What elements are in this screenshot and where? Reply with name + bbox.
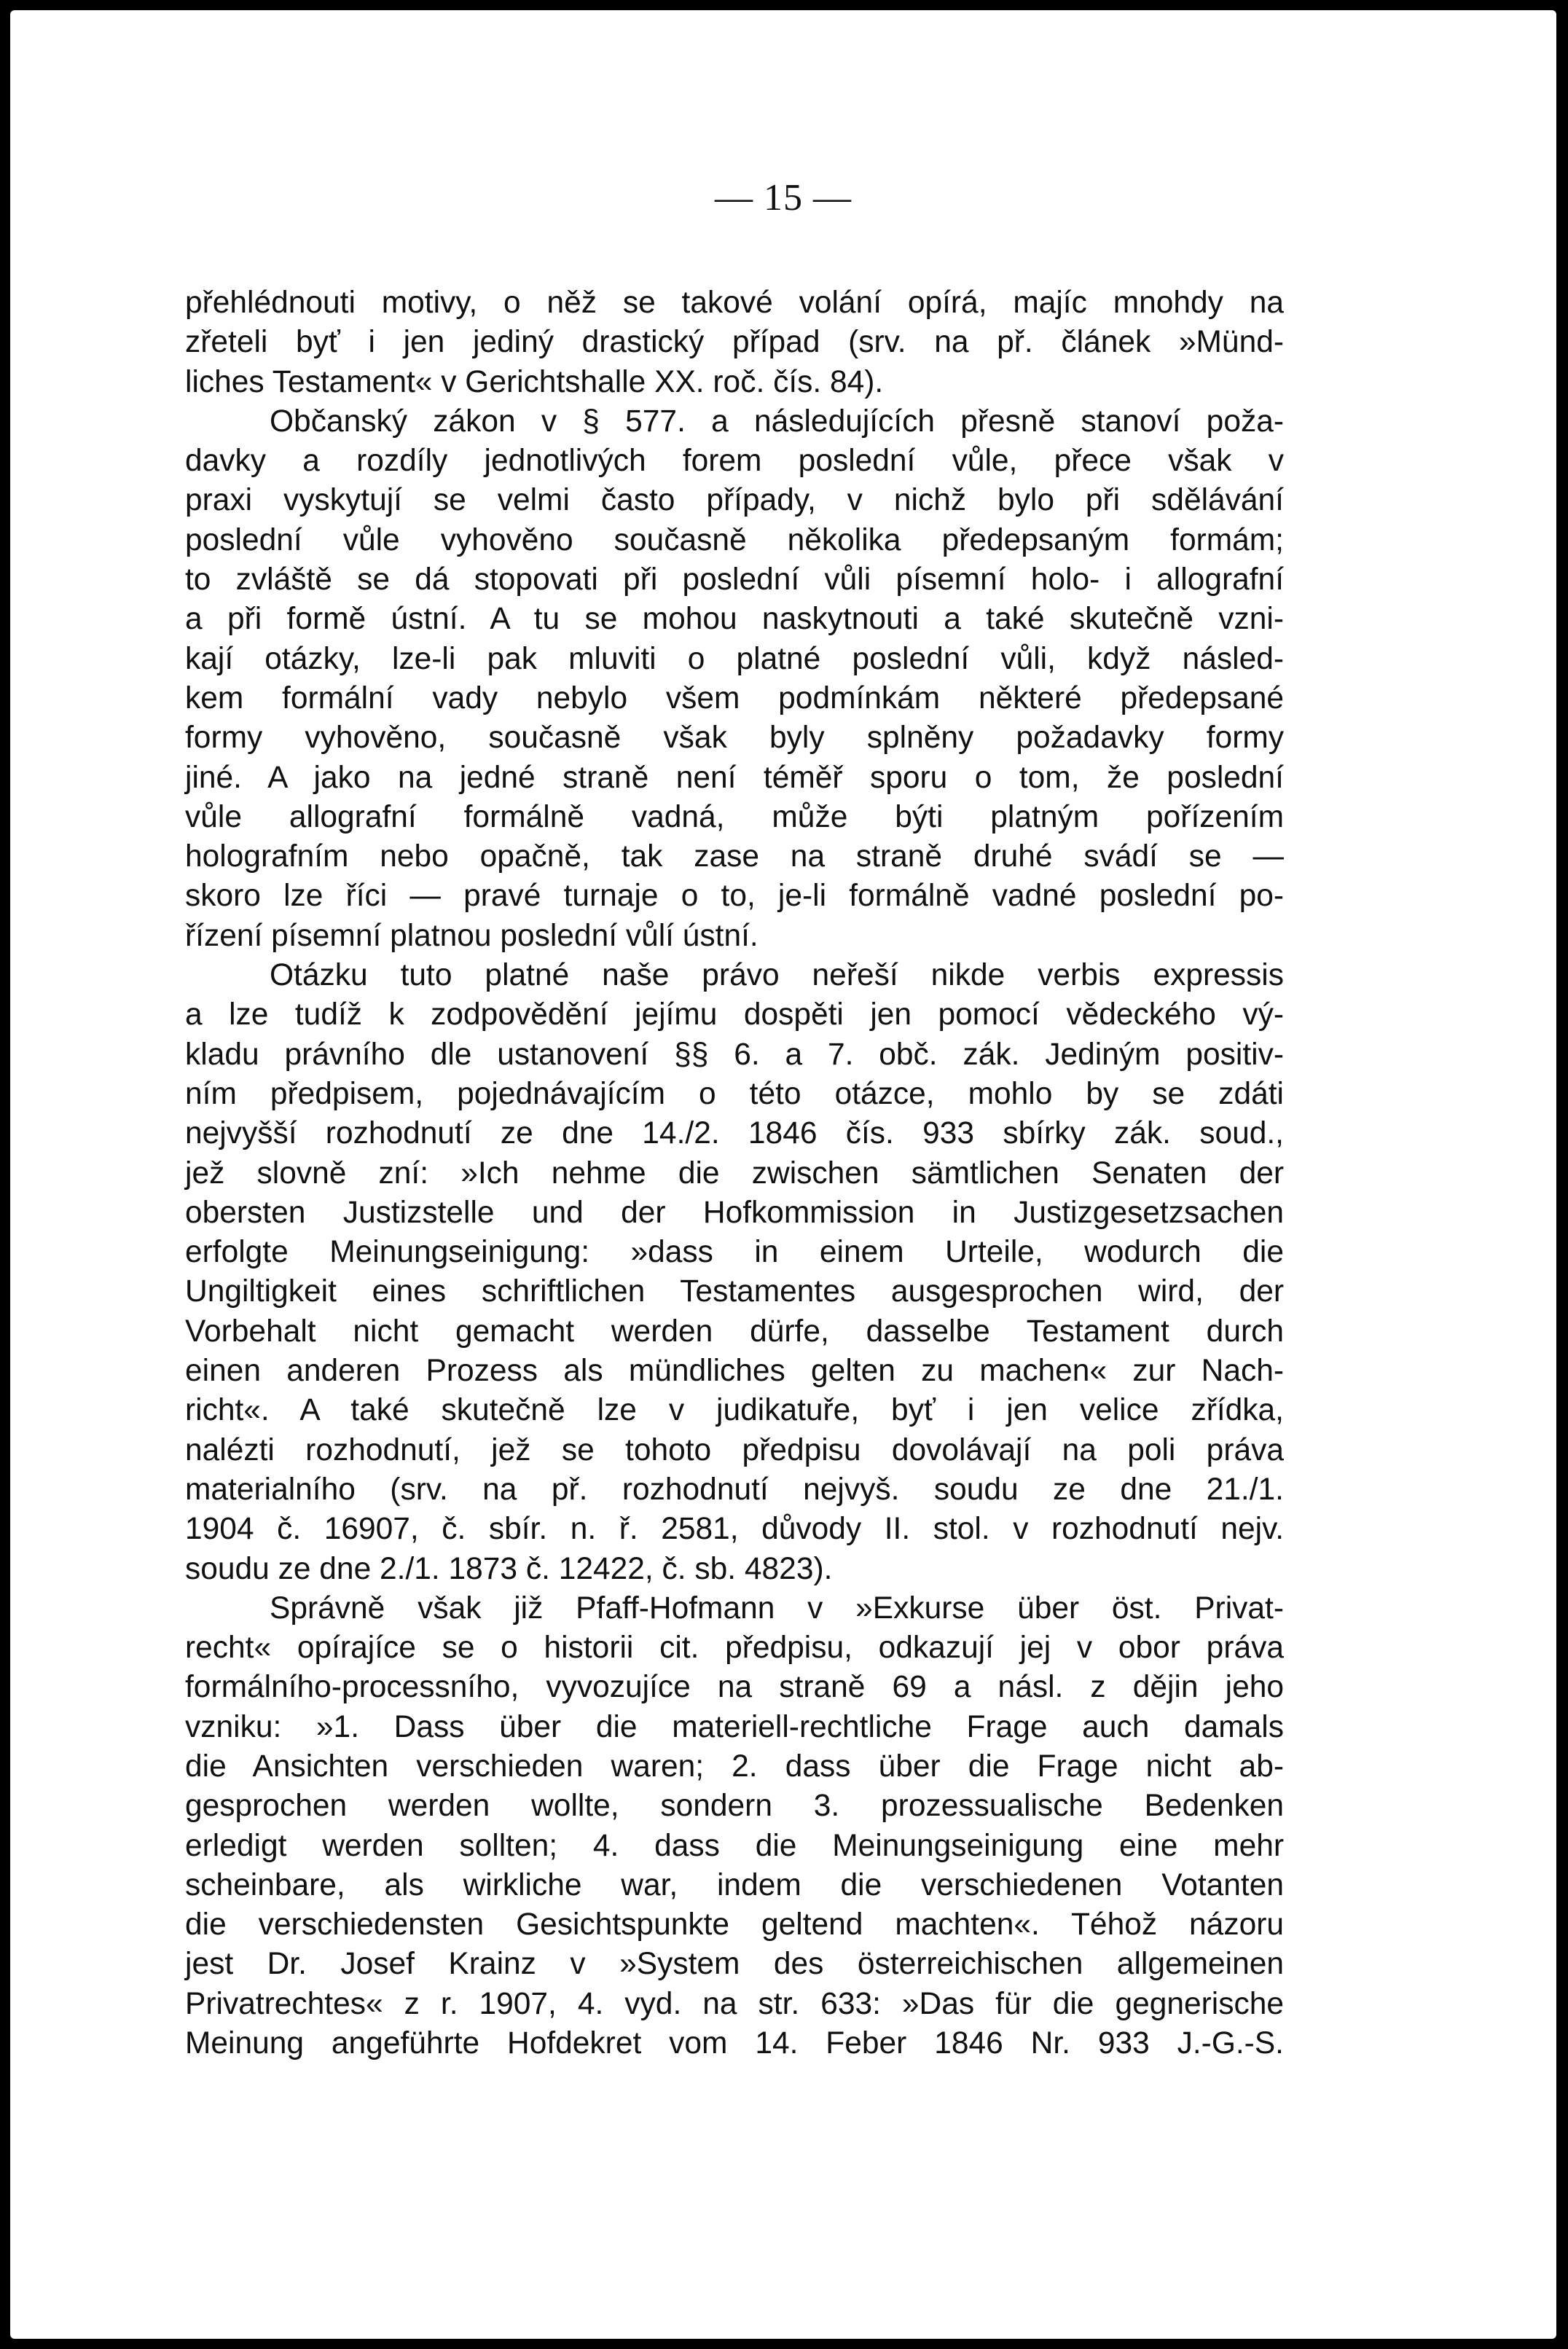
text-line: 1904 č. 16907, č. sbír. n. ř. 2581, důvody II. stol. v rozhodnutí nejv. [185, 1512, 1284, 1547]
text-line: vzniku: »1. Dass über die materiell-rechtliche Frage auch damals [185, 1709, 1284, 1744]
text-line: Ungiltigkeit eines schriftlichen Testamentes ausgesprochen wird, der [185, 1274, 1284, 1309]
text-line: nalézti rozhodnutí, jež se tohoto předpisu dovolávají na poli práva [185, 1432, 1284, 1467]
text-line: formálního-processního, vyvozujíce na straně 69 a násl. z dějin jeho [185, 1670, 1284, 1705]
text-line: Otázku tuto platné naše právo neřeší nikde verbis expressis [270, 958, 1284, 993]
text-line: gesprochen werden wollte, sondern 3. prozessualische Bedenken [185, 1789, 1284, 1824]
text-line: ním předpisem, pojednávajícím o této otázce, mohlo by se zdáti [185, 1076, 1284, 1111]
text-line: Vorbehalt nicht gemacht werden dürfe, dasselbe Testament durch [185, 1314, 1284, 1349]
body-text [185, 283, 1284, 2063]
text-line: einen anderen Prozess als mündliches gelten zu machen« zur Nach- [185, 1354, 1284, 1389]
text-line: erledigt werden sollten; 4. dass die Meinungseinigung eine mehr [185, 1828, 1284, 1863]
text-line: vůle allografní formálně vadná, může býti platným pořízením [185, 799, 1284, 834]
text-line: poslední vůle vyhověno současně několika předepsaným formám; [185, 522, 1284, 557]
text-line: scheinbare, als wirkliche war, indem die verschiedenen Votanten [185, 1867, 1284, 1902]
text-line: recht« opírajíce se o historii cit. předpisu, odkazují jej v obor práva [185, 1631, 1284, 1666]
text-line: die Ansichten verschieden waren; 2. dass über die Frage nicht ab- [185, 1749, 1284, 1784]
text-line: materialního (srv. na př. rozhodnutí nejvyš. soudu ze dne 21./1. [185, 1472, 1284, 1507]
text-line: skoro lze říci — pravé turnaje o to, je-li formálně vadné poslední po- [185, 879, 1284, 914]
text-line: soudu ze dne 2./1. 1873 č. 12422, č. sb. 4823). [185, 1551, 833, 1586]
text-line: erfolgte Meinungseinigung: »dass in einem Urteile, wodurch die [185, 1235, 1284, 1270]
text-line: kají otázky, lze-li pak mluviti o platné poslední vůli, když násled- [185, 641, 1284, 676]
text-line: Privatrechtes« z r. 1907, 4. vyd. na str. 633: »Das für die gegnerische [185, 1986, 1284, 2021]
text-line: a při formě ústní. A tu se mohou naskytnouti a také skutečně vzni- [185, 602, 1284, 637]
text-line: kladu právního dle ustanovení §§ 6. a 7. obč. zák. Jediným positiv- [185, 1037, 1284, 1072]
text-line: obersten Justizstelle und der Hofkommission in Justizgesetzsachen [185, 1195, 1284, 1230]
text-line: kem formální vady nebylo všem podmínkám některé předepsané [185, 681, 1284, 715]
text-line: a lze tudíž k zodpovědění jejímu dospěti jen pomocí vědeckého vý- [185, 997, 1284, 1032]
text-line: die verschiedensten Gesichtspunkte geltend machten«. Téhož názoru [185, 1907, 1284, 1942]
text-line: řízení písemní platnou poslední vůlí ústní. [185, 918, 758, 953]
text-line: jiné. A jako na jedné straně není téměř sporu o tom, že poslední [185, 760, 1284, 795]
page-number-header: — 15 — [715, 177, 852, 219]
text-line: jež slovně zní: »Ich nehme die zwischen sämtlichen Senaten der [185, 1156, 1284, 1191]
text-line: richt«. A také skutečně lze v judikatuře, byť i jen velice zřídka, [185, 1393, 1284, 1428]
text-line: liches Testament« v Gerichtshalle XX. roč. čís. 84). [185, 364, 884, 399]
text-line: nejvyšší rozhodnutí ze dne 14./2. 1846 čís. 933 sbírky zák. soud., [185, 1116, 1284, 1151]
text-line: to zvláště se dá stopovati při poslední vůli písemní holo- i allografní [185, 562, 1284, 597]
text-line: davky a rozdíly jednotlivých forem poslední vůle, přece však v [185, 444, 1284, 479]
text-line: zřeteli byť i jen jediný drastický případ (srv. na př. článek »Münd- [185, 325, 1284, 360]
book-page [10, 10, 1556, 2339]
text-line: formy vyhověno, současně však byly splněny požadavky formy [185, 721, 1284, 756]
text-line: přehlédnouti motivy, o něž se takové volání opírá, majíc mnohdy na [185, 286, 1284, 320]
text-line: holografním nebo opačně, tak zase na straně druhé svádí se — [185, 839, 1284, 874]
text-line: Správně však již Pfaff-Hofmann v »Exkurse über öst. Privat- [270, 1591, 1284, 1626]
text-line: Meinung angeführte Hofdekret vom 14. Feber 1846 Nr. 933 J.-G.-S. [185, 2026, 1284, 2061]
text-line: praxi vyskytují se velmi často případy, v nichž bylo při sdělávání [185, 483, 1284, 518]
text-line: Občanský zákon v § 577. a následujících přesně stanoví poža- [270, 404, 1284, 439]
text-line: jest Dr. Josef Krainz v »System des österreichischen allgemeinen [185, 1947, 1284, 1982]
